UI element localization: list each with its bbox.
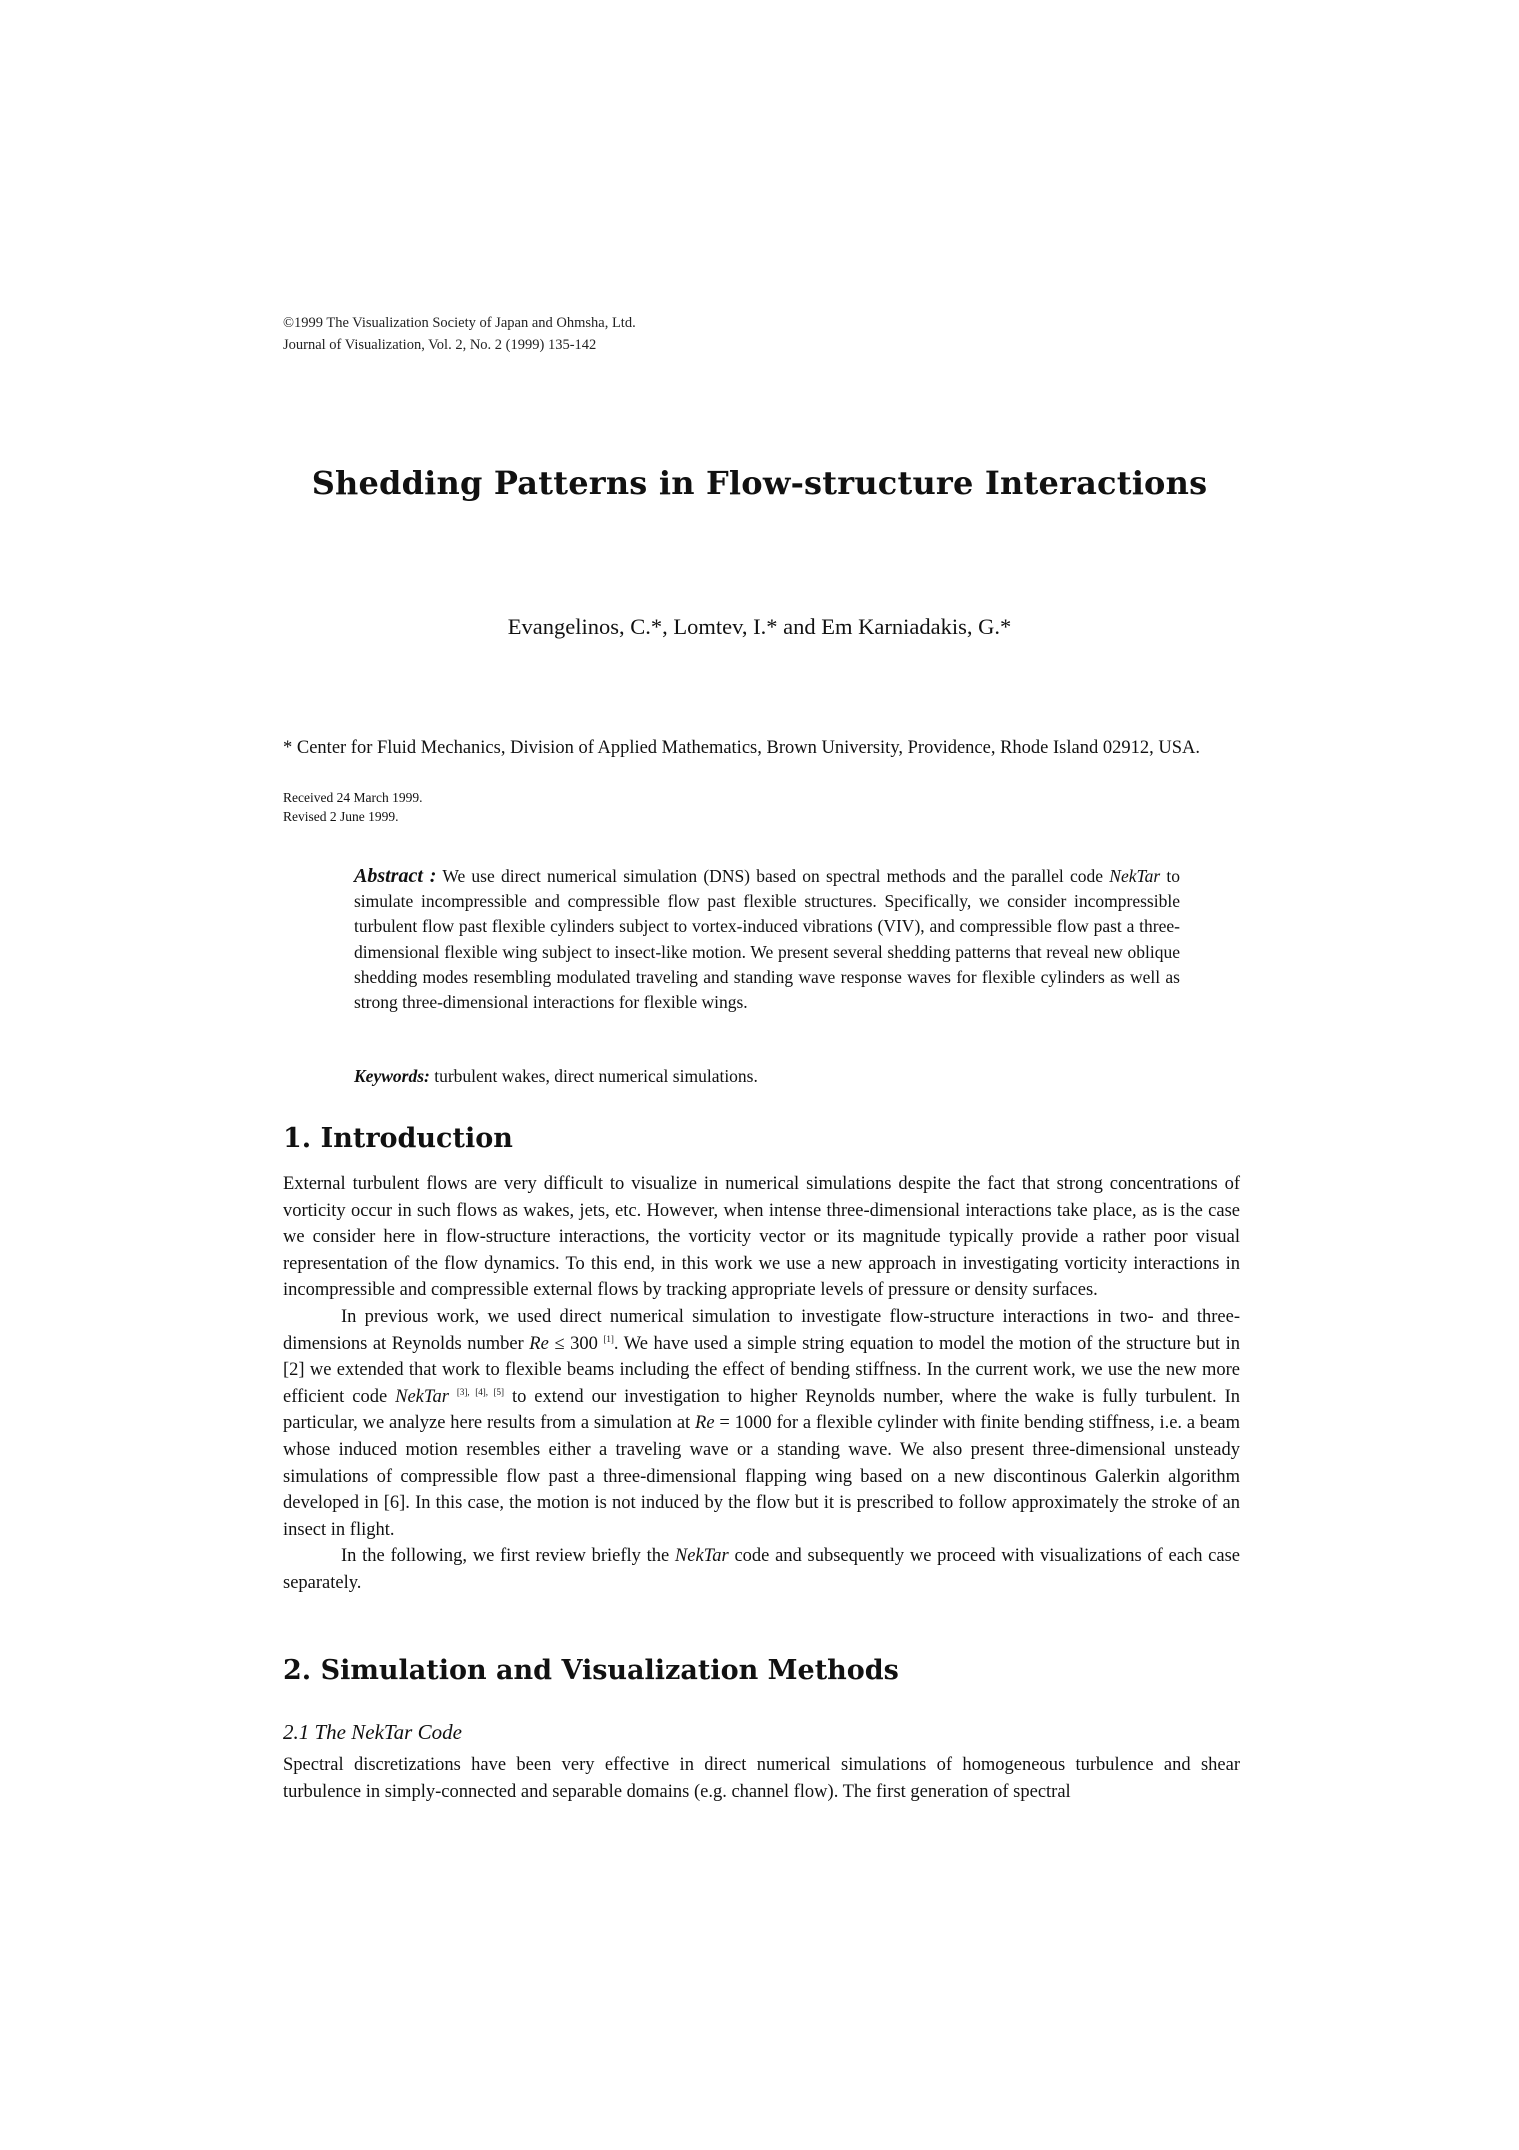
abstract [354, 864, 1180, 1015]
intro-paragraph-1: External turbulent flows are very difficult to visualize in numerical simulations despite the fact that strong concentrations of vorticity occur in such flows as wakes, jets, etc. However, when intense three-dimensional interactions take place, as is the case we consider here in flow-structure interactions, the vorticity vector or its magnitude typically provide a rather poor visual representation of the flow dynamics. To this end, in this work we use a new approach in investigating vorticity interactions in incompressible and compressible external flows by tracking appropriate levels of pressure or density surfaces. [283, 1174, 1240, 1301]
intro-p2-text-a: In previous work, we used direct numerical simulation to investigate flow-structure interactions in two- and three-dimensions at Reynolds number [283, 1306, 1240, 1354]
intro-p3-text-a: In the following, we first review briefly the [341, 1546, 670, 1567]
reference-1: [1] [603, 1333, 614, 1344]
intro-p2-text-d: to extend our investigation to higher Reynolds number, where the wake is fully turbulent. In particular, we analyze here results from a simulation at [283, 1386, 1241, 1434]
methods-paragraph-1: Spectral discretizations have been very effective in direct numerical simulations of homogeneous turbulence and shear turbulence in simply-connected and separable domains (e.g. channel flow). The first generation of spectral [283, 1755, 1240, 1802]
intro-p3-text-b: code and subsequently we proceed with visualizations of each case separately. [283, 1546, 1240, 1593]
intro-p2-text-b: ≤ 300 [554, 1333, 598, 1354]
introduction-body [283, 1171, 1240, 1597]
abstract-text-1: We use direct numerical simulation (DNS) based on spectral methods and the parallel code [442, 866, 1104, 886]
abstract-code-name: NekTar [1109, 866, 1161, 886]
subsection-heading-nektar: 2.1 The NekTar Code [283, 1720, 462, 1744]
intro-paragraph-3 [283, 1543, 1240, 1596]
journal-header [283, 312, 636, 356]
reference-3-4-5: [3], [4], [5] [456, 1386, 505, 1397]
affiliation: * Center for Fluid Mechanics, Division of Applied Mathematics, Brown University, Providence, Rhode Island 02912, USA. [283, 738, 1200, 758]
abstract-label: Abstract : [354, 865, 437, 887]
received-date: Received 24 March 1999. [283, 790, 423, 805]
nektar-code-name-2: NekTar [674, 1546, 729, 1567]
keywords-label: Keywords: [354, 1066, 430, 1086]
section-heading-introduction: 1. Introduction [283, 1123, 513, 1154]
abstract-text-2: to simulate incompressible and compressible flow past flexible structures. Specifically, we consider incompressible turbulent flow past flexible cylinders subject to vortex-induced vibrations (VIV), and compressible flow past a three-dimensional flexible wing subject to insect-like motion. We present several shedding patterns that reveal new oblique shedding modes resembling modulated traveling and standing wave response waves for flexible cylinders as well as strong three-dimensional interactions for flexible wings. [354, 866, 1181, 1013]
author-list: Evangelinos, C.*, Lomtev, I.* and Em Karniadakis, G.* [507, 614, 1012, 639]
intro-p2-text-c: . We have used a simple string equation to model the motion of the structure but in [2] we extended that work to flexible beams including the effect of bending stiffness. In the current work, we use the new more efficient code [283, 1333, 1240, 1407]
reynolds-symbol-2: Re [695, 1413, 715, 1434]
methods-body [283, 1752, 1240, 1805]
section-heading-methods: 2. Simulation and Visualization Methods [283, 1655, 899, 1686]
keywords-text: turbulent wakes, direct numerical simulations. [434, 1066, 758, 1086]
nektar-code-name: NekTar [395, 1386, 449, 1407]
copyright-line: ©1999 The Visualization Society of Japan and Ohmsha, Ltd. [283, 315, 636, 331]
intro-paragraph-2 [283, 1304, 1240, 1543]
reynolds-symbol: Re [529, 1333, 549, 1354]
journal-citation: Journal of Visualization, Vol. 2, No. 2 (1999) 135-142 [283, 337, 597, 353]
revised-date: Revised 2 June 1999. [283, 809, 399, 824]
submission-dates [283, 788, 422, 826]
intro-p2-text-e: = 1000 for a flexible cylinder with finite bending stiffness, i.e. a beam whose induced motion resembles either a traveling wave or a standing wave. We also present three-dimensional unsteady simulations of compressible flow past a three-dimensional flapping wing based on a new discontinous Galerkin algorithm developed in [6]. In this case, the motion is not induced by the flow but it is prescribed to follow approximately the stroke of an insect in flight. [283, 1413, 1240, 1540]
paper-title: Shedding Patterns in Flow-structure Interactions [311, 464, 1208, 502]
keywords [354, 1066, 758, 1087]
